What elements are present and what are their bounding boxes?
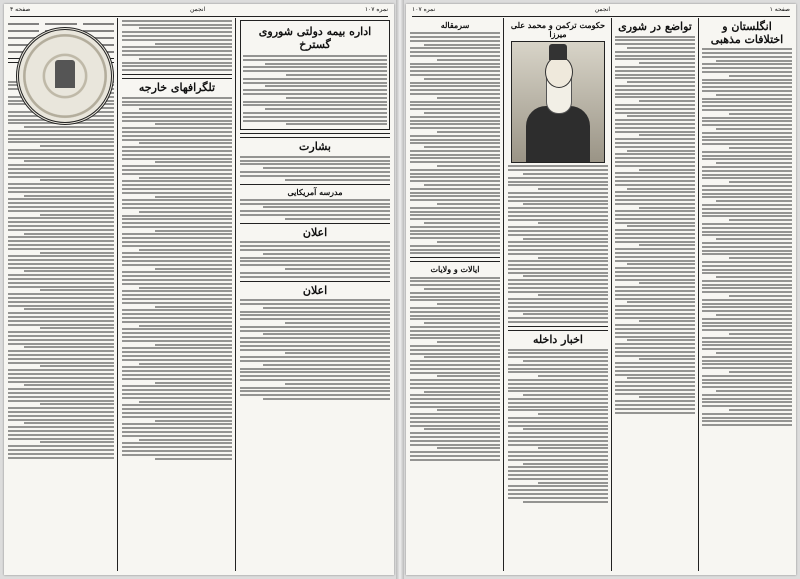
provinces-title: ایالات و ولایات (430, 264, 480, 275)
right-running-head (412, 6, 790, 17)
leftmost-title: سرمقاله (440, 20, 470, 30)
telegrams-title: تلگرافهای خارجه (138, 81, 216, 95)
right-column-second (615, 18, 695, 571)
second-col-title: تواضع در شوری (618, 20, 692, 33)
notice-title: بشارت (299, 140, 331, 154)
insurance-ad-title: اداره بیمه دولتی شوروی گسترخ (258, 25, 372, 51)
announcement2-title: اعلان (302, 283, 328, 297)
left-header-left: صفحه ۴ (10, 6, 31, 13)
left-column-middle (122, 18, 232, 571)
left-column-ads (240, 18, 390, 571)
right-page (406, 4, 796, 575)
portrait-caption: حکومت ترکمن و محمد علی میرزا (510, 20, 606, 40)
school-title: مدرسه آمریکایی (287, 186, 343, 197)
portrait-image (511, 41, 605, 163)
right-column-leftmost (410, 18, 500, 571)
right-header-left: نمره ۱۰۷ (412, 6, 436, 13)
internal-news-title: اخبار داخله (533, 333, 583, 347)
right-header-center: انجمن (594, 6, 611, 13)
right-column-portrait (508, 18, 608, 571)
right-header-right: صفحه ۱ (769, 6, 790, 13)
insurance-ad (240, 20, 390, 130)
left-header-right: نمره ۱۰۷ (364, 6, 388, 13)
insurance-seal (16, 24, 114, 128)
page-gutter (396, 0, 404, 579)
left-running-head (10, 6, 388, 17)
left-header-center: انجمن (189, 6, 206, 13)
right-column-editorial (702, 18, 792, 571)
announcement-title: اعلان (302, 225, 328, 239)
editorial-title: انگلستان و اختلافات مذهبی (710, 20, 784, 46)
